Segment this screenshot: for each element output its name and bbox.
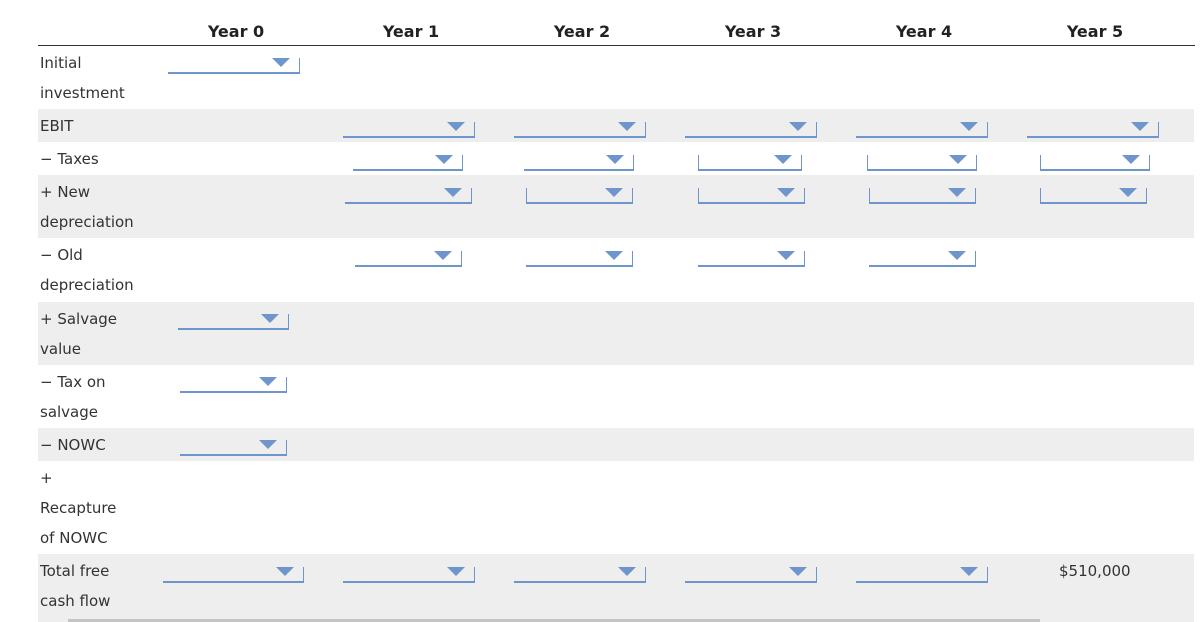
triangle-down-icon: [1119, 188, 1137, 197]
triangle-down-icon: [605, 251, 623, 260]
triangle-down-icon: [261, 314, 279, 323]
dropdown-total-fcf-year3[interactable]: [685, 567, 817, 583]
dropdown-old-depreciation-year4[interactable]: [869, 251, 976, 267]
row-label-nowc: − NOWC: [40, 436, 106, 454]
dropdown-new-depreciation-year2[interactable]: [526, 188, 633, 204]
row-label-taxes: − Taxes: [40, 150, 99, 168]
row-label-tax-on-salvage: − Tax on salvage: [40, 373, 106, 421]
triangle-down-icon: [774, 155, 792, 164]
dropdown-total-fcf-year1[interactable]: [343, 567, 475, 583]
header-year-2: Year 2: [553, 22, 611, 41]
dropdown-total-fcf-year0[interactable]: [163, 567, 304, 583]
triangle-down-icon: [435, 155, 453, 164]
row-label-new-depreciation: + New depreciation: [40, 183, 134, 231]
dropdown-salvage-value-year0[interactable]: [178, 314, 289, 330]
row-label-recapture-nowc: + Recapture of NOWC: [40, 469, 117, 547]
triangle-down-icon: [259, 440, 277, 449]
triangle-down-icon: [618, 567, 636, 576]
header-year-3: Year 3: [724, 22, 782, 41]
triangle-down-icon: [960, 122, 978, 131]
row-label-total-fcf: Total free cash flow: [40, 562, 111, 610]
row-label-old-depreciation: − Old depreciation: [40, 246, 134, 294]
triangle-down-icon: [447, 567, 465, 576]
row-label-salvage-value: + Salvage value: [40, 310, 118, 358]
dropdown-taxes-year1[interactable]: [353, 155, 463, 171]
triangle-down-icon: [618, 122, 636, 131]
dropdown-ebit-year1[interactable]: [343, 122, 475, 138]
triangle-down-icon: [789, 567, 807, 576]
triangle-down-icon: [777, 251, 795, 260]
dropdown-total-fcf-year4[interactable]: [856, 567, 988, 583]
row-label-ebit: EBIT: [40, 117, 74, 135]
dropdown-tax-on-salvage-year0[interactable]: [180, 377, 287, 393]
triangle-down-icon: [1131, 122, 1149, 131]
triangle-down-icon: [948, 188, 966, 197]
triangle-down-icon: [949, 155, 967, 164]
dropdown-ebit-year2[interactable]: [514, 122, 646, 138]
triangle-down-icon: [272, 58, 290, 67]
dropdown-ebit-year4[interactable]: [856, 122, 988, 138]
dropdown-initial-investment-year0[interactable]: [168, 58, 300, 74]
dropdown-new-depreciation-year3[interactable]: [698, 188, 805, 204]
dropdown-old-depreciation-year1[interactable]: [355, 251, 462, 267]
header-year-0: Year 0: [207, 22, 265, 41]
dropdown-taxes-year3[interactable]: [698, 155, 802, 171]
dropdown-new-depreciation-year4[interactable]: [869, 188, 976, 204]
row-bg-total-fcf: [38, 554, 1194, 622]
triangle-down-icon: [259, 377, 277, 386]
total-fcf-year5-value: $510,000: [1059, 562, 1131, 580]
triangle-down-icon: [789, 122, 807, 131]
header-year-1: Year 1: [382, 22, 440, 41]
triangle-down-icon: [447, 122, 465, 131]
header-year-5: Year 5: [1066, 22, 1124, 41]
dropdown-taxes-year5[interactable]: [1040, 155, 1150, 171]
row-bg-new-depreciation: [38, 175, 1194, 238]
triangle-down-icon: [434, 251, 452, 260]
dropdown-taxes-year4[interactable]: [867, 155, 977, 171]
triangle-down-icon: [276, 567, 294, 576]
triangle-down-icon: [777, 188, 795, 197]
triangle-down-icon: [444, 188, 462, 197]
row-bg-salvage-value: [38, 302, 1194, 365]
dropdown-ebit-year5[interactable]: [1027, 122, 1159, 138]
dropdown-new-depreciation-year5[interactable]: [1040, 188, 1147, 204]
triangle-down-icon: [948, 251, 966, 260]
dropdown-old-depreciation-year2[interactable]: [526, 251, 633, 267]
dropdown-total-fcf-year2[interactable]: [514, 567, 646, 583]
triangle-down-icon: [1122, 155, 1140, 164]
dropdown-taxes-year2[interactable]: [524, 155, 634, 171]
dropdown-ebit-year3[interactable]: [685, 122, 817, 138]
header-divider: [38, 45, 1195, 46]
dropdown-new-depreciation-year1[interactable]: [345, 188, 472, 204]
triangle-down-icon: [606, 155, 624, 164]
header-year-4: Year 4: [895, 22, 953, 41]
dropdown-old-depreciation-year3[interactable]: [698, 251, 805, 267]
triangle-down-icon: [960, 567, 978, 576]
row-label-initial-investment: Initial investment: [40, 54, 125, 102]
triangle-down-icon: [605, 188, 623, 197]
dropdown-nowc-year0[interactable]: [180, 440, 287, 456]
